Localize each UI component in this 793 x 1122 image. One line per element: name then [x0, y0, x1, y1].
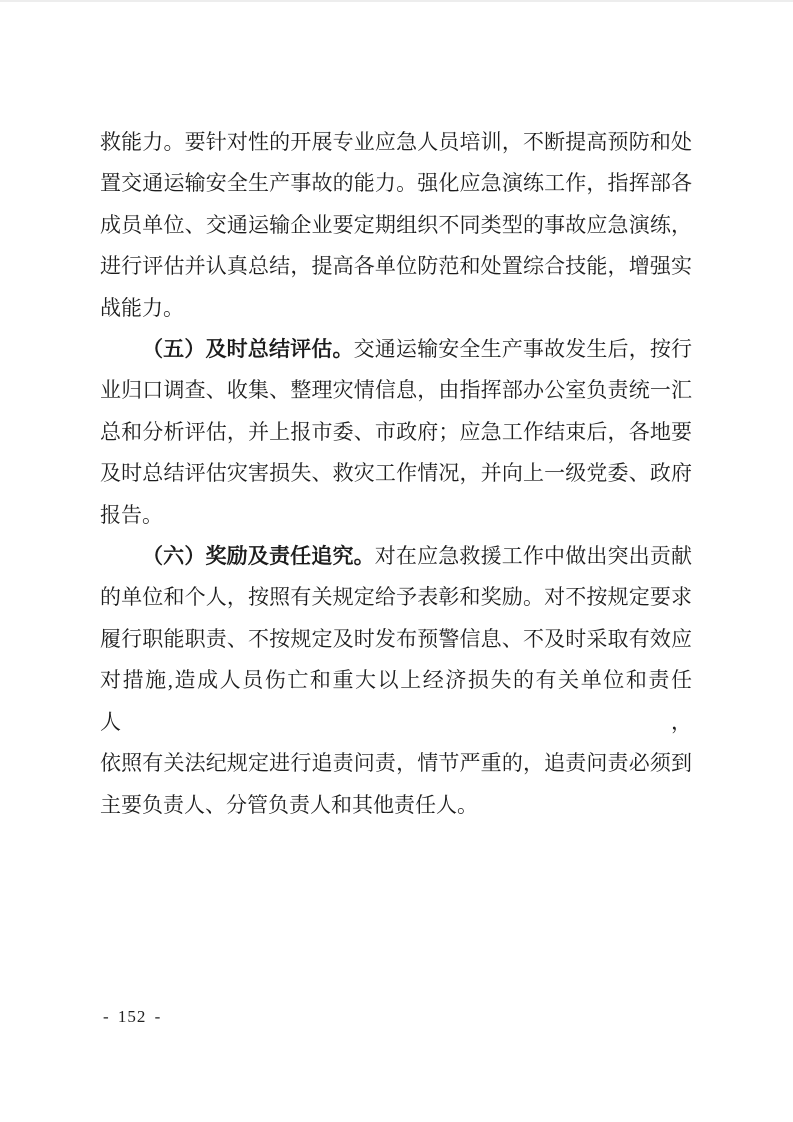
paragraph-line: 救能力。要针对性的开展专业应急人员培训，不断提高预防和处	[100, 130, 692, 154]
document-body	[100, 122, 692, 826]
paragraph-line: 置交通运输安全生产事故的能力。强化应急演练工作，指挥部各	[100, 171, 692, 196]
paragraph-line: 总和分析评估，并上报市委、市政府；应急工作结束后，各地要	[100, 419, 692, 444]
paragraph-line: 及时总结评估灾害损失、救灾工作情况，并向上一级党委、政府	[100, 461, 692, 486]
paragraph-line	[100, 536, 692, 577]
paragraph-1	[100, 122, 692, 329]
page-number: - 152 -	[103, 1007, 162, 1026]
paragraph-3	[100, 536, 692, 826]
paragraph-line: 战能力。	[100, 295, 184, 320]
paragraph-text: 对在应急救援工作中做出突出贡献	[374, 544, 693, 569]
paragraph-text: 交通运输安全生产事故发生后，按行	[353, 337, 693, 362]
paragraph-line: 业归口调查、收集、整理灾情信息，由指挥部办公室负责统一汇	[100, 378, 692, 403]
paragraph-line: 报告。	[100, 502, 163, 527]
paragraph-line: 主要负责人、分管负责人和其他责任人。	[100, 792, 478, 817]
paragraph-line	[100, 329, 692, 370]
paragraph-line: 对措施,造成人员伤亡和重大以上经济损失的有关单位和责任人，	[100, 668, 692, 734]
paragraph-line: 依照有关法纪规定进行追责问责，情节严重的，追责问责必须到	[100, 751, 692, 776]
page-top-edge	[0, 0, 793, 2]
paragraph-line: 成员单位、交通运输企业要定期组织不同类型的事故应急演练，	[100, 212, 692, 237]
paragraph-line: 履行职能职责、不按规定及时发布预警信息、不及时采取有效应	[100, 626, 692, 651]
paragraph-line: 的单位和个人，按照有关规定给予表彰和奖励。对不按规定要求	[100, 585, 692, 610]
section-heading-5: （五）及时总结评估。	[142, 337, 354, 362]
paragraph-2	[100, 329, 692, 536]
paragraph-line: 进行评估并认真总结，提高各单位防范和处置综合技能，增强实	[100, 254, 692, 279]
section-heading-6: （六）奖励及责任追究。	[142, 544, 375, 569]
